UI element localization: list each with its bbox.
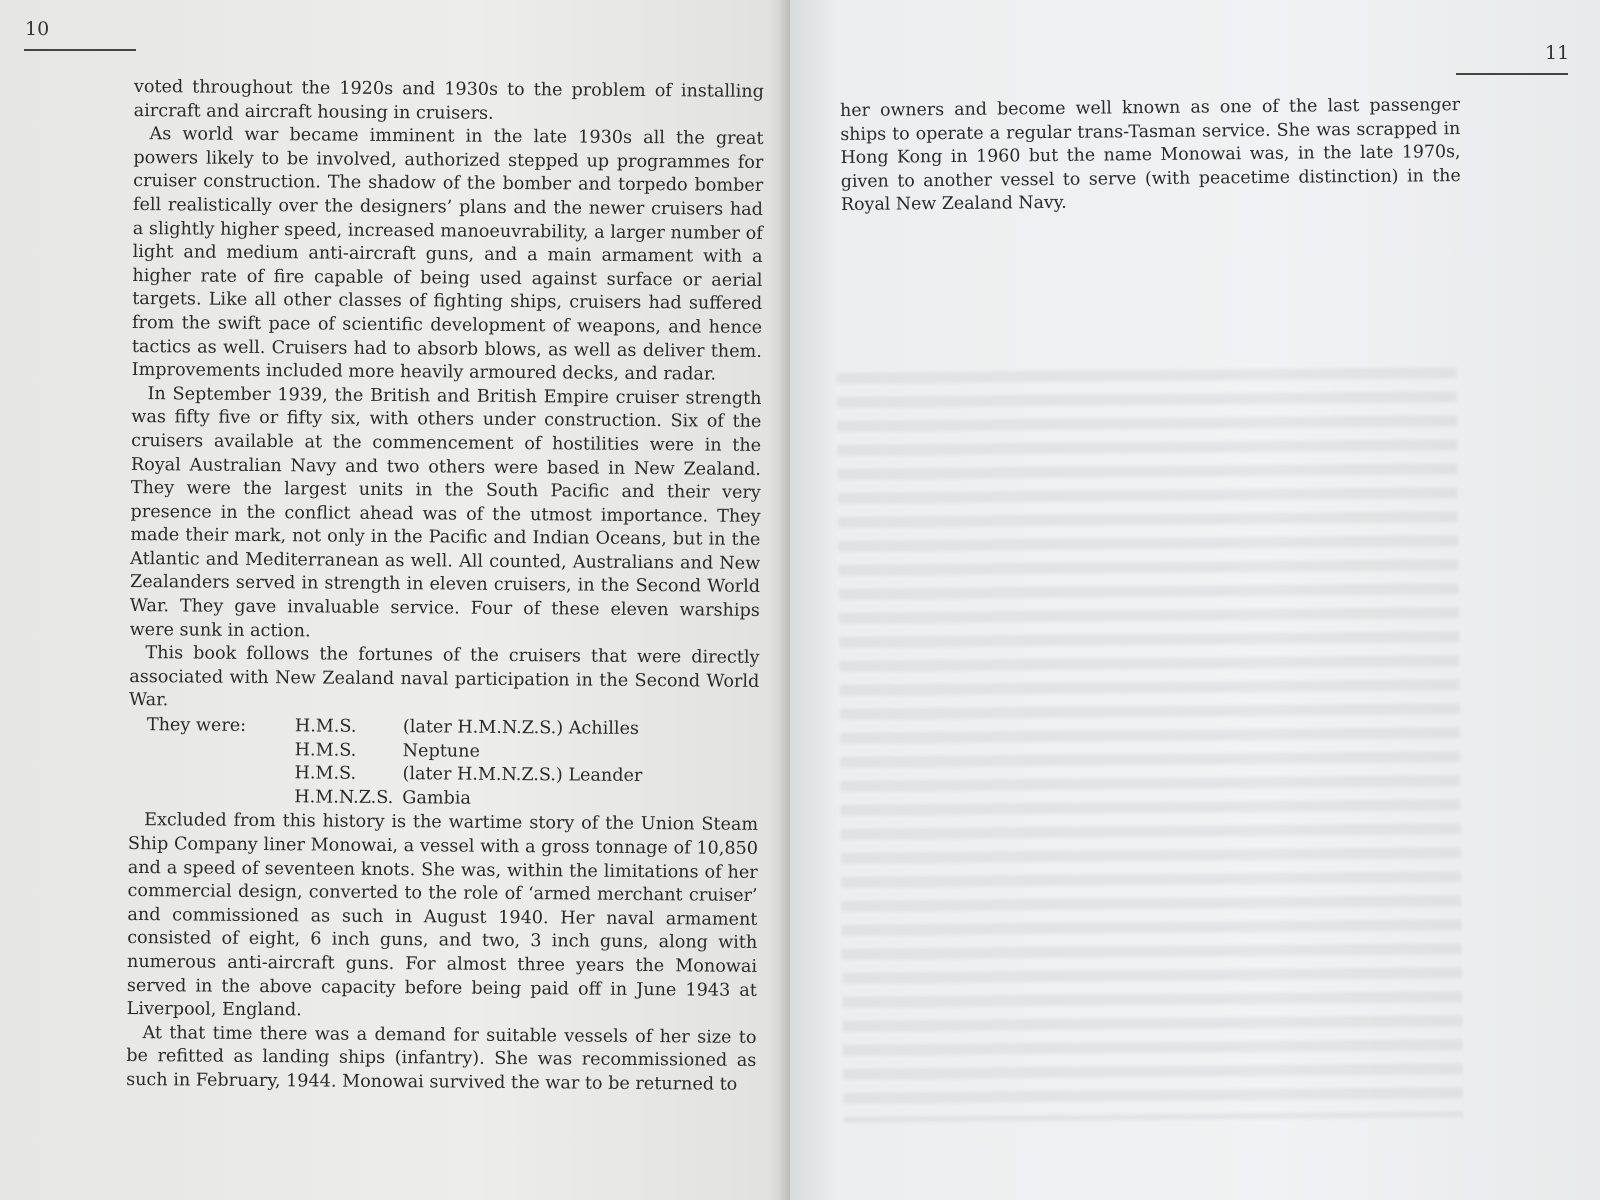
- ships-spacer: [146, 761, 294, 786]
- paragraph-1: voted throughout the 1920s and 1930s to the problem of installing aircraft and aircraft housing in cruisers.: [133, 76, 764, 124]
- show-through-text: [837, 367, 1464, 1122]
- left-page-body: [126, 76, 764, 1097]
- page-number-right: 11: [1545, 42, 1570, 64]
- paragraph-6: At that time there was a demand for suitable vessels of her size to be refitted as landing ships (infantry). She was recommissioned as such in February, 1944. Monowai survived the war to be returned to: [126, 1022, 757, 1095]
- header-rule-right: [1456, 73, 1568, 75]
- ship-prefix: H.M.S.: [294, 739, 357, 761]
- ships-intro: They were:: [146, 715, 247, 736]
- ships-spacer: [147, 738, 295, 763]
- ships-spacer: [146, 785, 294, 810]
- paragraph-4: This book follows the fortunes of the cruisers that were directly associated with New Zealand naval participation in the Second World War.: [129, 643, 760, 711]
- paragraph-3: In September 1939, the British and British Empire cruiser strength was fifty five or fifty six, with others under construction. Six of the cruisers available at the commencement of hostilities were in the Royal Australian Navy and two others were based in New Zealand. They were the largest units in the South Pacific and their very presence in the conflict ahead was of the utmost importance. They made their mark, not only in the Pacific and Indian Oceans, but in the Atlantic and Mediterranean as well. All counted, Australians and New Zealanders served in strength in eleven cruisers, in the Second World War. They gave invaluable service. Four of these eleven warships were sunk in action.: [129, 383, 762, 642]
- paragraph-2: As world war became imminent in the late 1930s all the great powers likely to be involved, authorized stepped up programmes for cruiser construction. The shadow of the bomber and torpedo bomber fell realistically over the designers’ plans and the newer cruisers had a slightly higher speed, increased manoeuvrability, a larger number of light and medium anti-aircraft guns, and a main armament with a higher rate of fire capable of being used against surface or aerial targets. Like all other classes of fighting ships, cruisers had suffered from the swift pace of scientific development of weapons, and hence tactics as well. Cruisers had to absorb blows, as well as deliver them. Improvements included more heavily armoured decks, and radar.: [131, 124, 764, 385]
- left-page: [0, 0, 790, 1200]
- ship-prefix: H.M.S.: [294, 716, 357, 737]
- page-number-left: 10: [25, 18, 50, 40]
- ship-name: Neptune: [402, 740, 481, 762]
- ship-name: (later H.M.N.Z.S.) Achilles: [402, 717, 640, 740]
- ships-list: [146, 714, 759, 813]
- ship-prefix: H.M.N.Z.S.: [294, 787, 394, 808]
- ship-name: Gambia: [402, 787, 472, 809]
- paragraph-right: her owners and become well known as one of the last passenger ships to operate a regular trans-Tasman service. She was scrapped in Hong Kong in 1960 but the name Monowai was, in the late 1970s, given to another vessel to serve (with peacetime distinction) in the Royal New Zealand Navy.: [840, 95, 1461, 216]
- ship-name: (later H.M.N.Z.S.) Leander: [402, 764, 643, 787]
- ship-prefix: H.M.S.: [294, 763, 357, 784]
- header-rule-left: [24, 49, 136, 51]
- right-page-body: [840, 94, 1461, 218]
- paragraph-5: Excluded from this history is the wartime story of the Union Steam Ship Company liner Monowai, a vessel with a gross tonnage of 10,850 and a speed of seventeen knots. She was, within the limitations of her commercial design, converted to the role of ‘armed merchant cruiser’ and commissioned as such in August 1940. Her naval armament consisted of eight, 6 inch guns, and two, 3 inch guns, along with numerous anti-aircraft guns. For almost three years the Monowai served in the above capacity before being paid off in June 1943 at Liverpool, England.: [126, 810, 759, 1021]
